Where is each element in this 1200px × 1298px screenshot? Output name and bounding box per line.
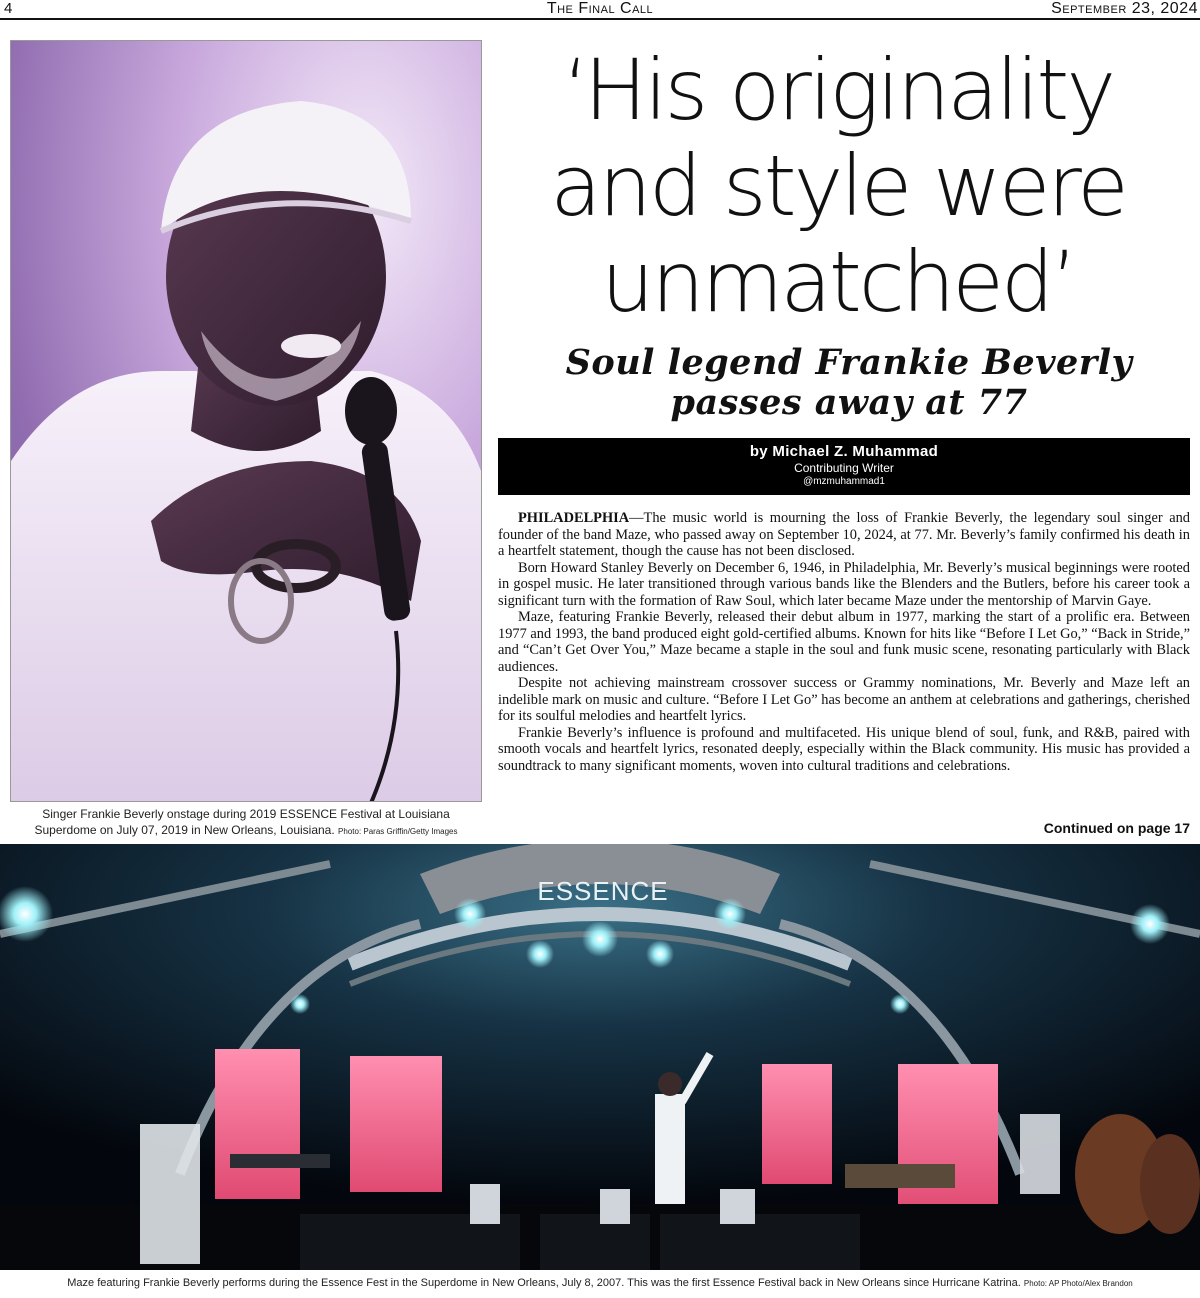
subhead-line: passes away at 77 [670, 382, 1028, 423]
caption-text: Singer Frankie Beverly onstage during 2019 ESSENCE Festival at Louisiana Superdome on July 07, 2019 in New Orleans, Louisiana. [34, 807, 450, 837]
paper-name: The Final Call [546, 0, 654, 17]
article-paragraph: Despite not achieving mainstream crossover success or Grammy nominations, Mr. Beverly and Maze left an indelible mark on music and culture. “Before I Let Go” has become an anthem at celebrations and gatherings, cherished for its soulful melodies and heartfelt lyrics. [498, 675, 1190, 724]
singer-portrait-photo [10, 40, 482, 802]
article-paragraph: PHILADELPHIA—The music world is mourning the loss of Frankie Beverly, the legendary soul singer and founder of the band Maze, who passed away on September 10, 2024, at 77. Mr. Beverly’s family confirmed his death in a heartfelt statement, though the cause has not been disclosed. [498, 510, 1190, 559]
page-number: 4 [4, 0, 13, 17]
byline-bar [498, 438, 1190, 495]
article-paragraph: Born Howard Stanley Beverly on December 6, 1946, in Philadelphia, Mr. Beverly’s musical beginnings were rooted in gospel music. He later transitioned through various bands like the Blenders and the Butlers, before his career took a significant turn with the formation of Raw Soul, which later became Maze under the mentorship of Marvin Gaye. [498, 559, 1190, 609]
article-body [498, 510, 1190, 774]
masthead [0, 0, 1200, 20]
article-paragraph: Maze, featuring Frankie Beverly, released their debut album in 1977, marking the start of a prolific era. Between 1977 and 1993, the band produced eight gold-certified albums. Known for hits like “Before I Let Go,” “Back in Stride,” and “Can’t Get Over You,” Maze became a staple in the soul and funk music scene, resonating particularly with Black audiences. [498, 609, 1190, 675]
continued-link[interactable]: Continued on page 17 [1043, 820, 1190, 836]
subheadline [498, 343, 1200, 423]
bottom-photo-caption [0, 1276, 1200, 1291]
byline-role: Contributing Writer [794, 461, 894, 475]
dateline: PHILADELPHIA [518, 510, 630, 526]
article-paragraph: Frankie Beverly’s influence is profound and multifaceted. His unique blend of soul, funk, and R&B, paired with smooth vocals and heartfelt lyrics, resonated deeply, especially within the Black community. His music has provided a soundtrack to many significant moments, woven into cultural traditions and celebrations. [498, 724, 1190, 774]
headline-line: ‘His originality [562, 41, 1114, 139]
headline-line: unmatched’ [601, 233, 1075, 331]
stage-sign: ESSENCE [537, 876, 669, 906]
headline-line: and style were [550, 137, 1126, 235]
byline-author: by Michael Z. Muhammad [749, 443, 939, 460]
photo-credit: Photo: Paras Griffin/Getty Images [338, 827, 458, 836]
subhead-line: Soul legend Frankie Beverly [565, 342, 1133, 383]
headline [498, 42, 1178, 330]
issue-date: September 23, 2024 [1051, 0, 1198, 17]
byline-handle: @mzmuhammad1 [803, 476, 885, 487]
top-photo-caption [10, 806, 482, 840]
caption-text: Maze featuring Frankie Beverly performs during the Essence Fest in the Superdome in New Orleans, July 8, 2007. This was the first Essence Festival back in New Orleans since Hurricane Katrina. [67, 1277, 1021, 1289]
photo-credit: Photo: AP Photo/Alex Brandon [1023, 1279, 1133, 1288]
stage-performance-photo [0, 844, 1200, 1270]
